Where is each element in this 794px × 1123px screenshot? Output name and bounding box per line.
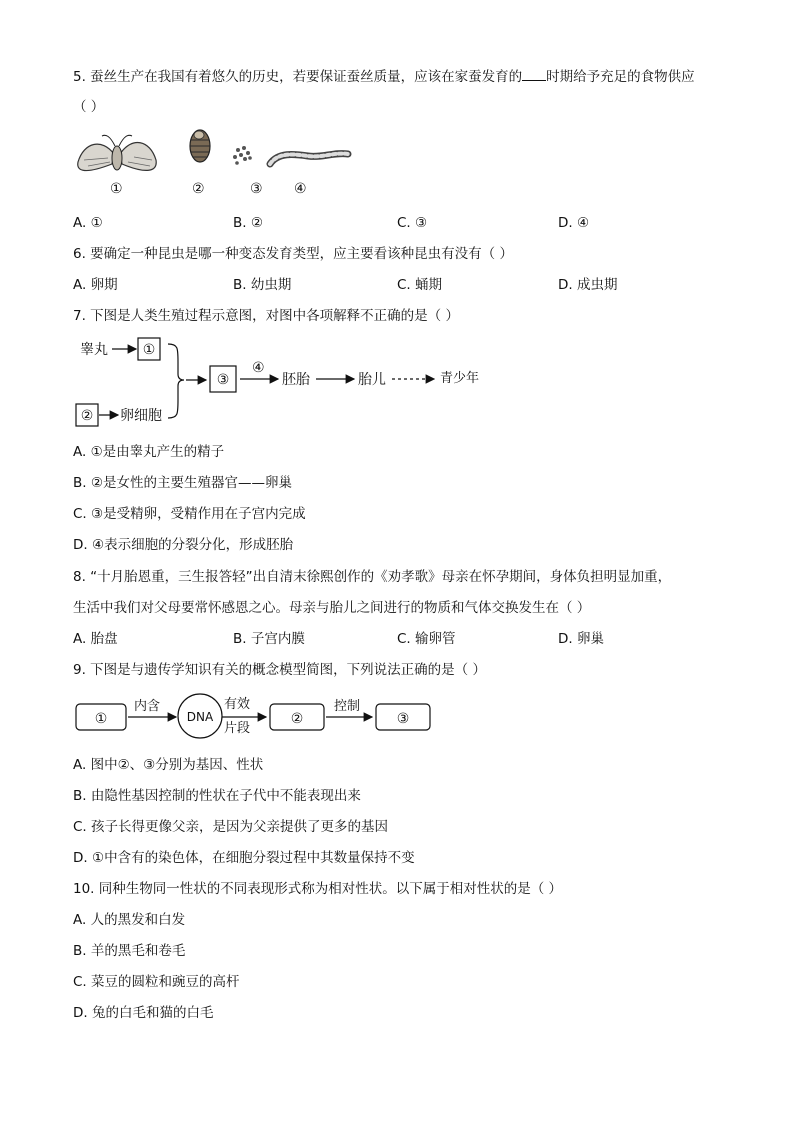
concept-box-3-label: ③ <box>396 711 410 727</box>
q5-label-2: ② <box>192 181 205 197</box>
concept-box-1-label: ① <box>94 711 108 727</box>
pupa-image <box>190 130 210 162</box>
q5-label-1: ① <box>110 181 123 197</box>
box-3-label: ③ <box>216 372 230 388</box>
q5-stem-part-b: 时期给予充足的食物供应 <box>546 69 695 85</box>
q6-option-b[interactable]: B. 幼虫期 <box>233 277 292 293</box>
q8-option-d[interactable]: D. 卵巢 <box>558 631 604 647</box>
q8-stem-line-2: 生活中我们对父母要常怀感恩之心。母亲与胎儿之间进行的物质和气体交换发生在（ ） <box>73 600 591 616</box>
q5-stem-part-a: 5. 蚕丝生产在我国有着悠久的历史，若要保证蚕丝质量，应该在家蚕发育的 <box>73 69 523 85</box>
q5-stem <box>73 66 695 87</box>
box-1-label: ① <box>142 342 156 358</box>
q9-option-c[interactable]: C. 孩子长得更像父亲，是因为父亲提供了更多的基因 <box>73 819 389 835</box>
q7-stem: 7. 下图是人类生殖过程示意图，对图中各项解释不正确的是（ ） <box>73 308 459 324</box>
merge-brace <box>168 344 184 418</box>
q5-blank <box>522 66 546 81</box>
q7-option-a[interactable]: A. ①是由睾丸产生的精子 <box>73 444 225 460</box>
concept-box-2-label: ② <box>290 711 304 727</box>
q10-option-c[interactable]: C. 菜豆的圆粒和豌豆的高杆 <box>73 974 240 990</box>
q5-label-4: ④ <box>294 181 307 197</box>
q8-option-a[interactable]: A. 胎盘 <box>73 631 118 647</box>
q10-option-b[interactable]: B. 羊的黑毛和卷毛 <box>73 943 186 959</box>
eggs-image <box>233 146 252 165</box>
egg-label: 卵细胞 <box>120 408 162 424</box>
q8-stem-line-1: 8. “十月胎恩重，三生报答轻”出自清末徐熙创作的《劝孝歌》母亲在怀孕期间，身体负担明显加重， <box>73 569 672 585</box>
q7-option-d[interactable]: D. ④表示细胞的分裂分化，形成胚胎 <box>73 537 294 553</box>
embryo-label: 胚胎 <box>282 372 310 388</box>
dna-label: DNA <box>186 710 214 724</box>
q9-option-a[interactable]: A. 图中②、③分别为基因、性状 <box>73 757 264 773</box>
q8-option-b[interactable]: B. 子宫内膜 <box>233 631 305 647</box>
q6-option-a[interactable]: A. 卵期 <box>73 277 118 293</box>
youth-label: 青少年 <box>440 371 480 386</box>
q9-option-b[interactable]: B. 由隐性基因控制的性状在子代中不能表现出来 <box>73 788 361 804</box>
q7-option-c[interactable]: C. ③是受精卵，受精作用在子宫内完成 <box>73 506 306 522</box>
testis-label: 睾丸 <box>80 342 108 358</box>
larva-image <box>270 154 348 164</box>
q5-paren: （ ） <box>73 99 105 115</box>
fetus-label: 胎儿 <box>358 372 386 388</box>
q7-option-b[interactable]: B. ②是女性的主要生殖器官——卵巢 <box>73 475 292 491</box>
q5-option-d[interactable]: D. ④ <box>558 215 590 231</box>
q10-option-a[interactable]: A. 人的黑发和白发 <box>73 912 186 928</box>
q7-diagram <box>72 332 512 434</box>
q9-diagram <box>72 690 438 740</box>
q9-option-d[interactable]: D. ①中含有的染色体，在细胞分裂过程中其数量保持不变 <box>73 850 415 866</box>
q6-stem: 6. 要确定一种昆虫是哪一种变态发育类型，应主要看该种昆虫有没有（ ） <box>73 246 513 262</box>
q8-option-c[interactable]: C. 输卵管 <box>397 631 456 647</box>
q6-option-c[interactable]: C. 蛹期 <box>397 277 443 293</box>
q9-stem: 9. 下图是与遗传学知识有关的概念模型简图，下列说法正确的是（ ） <box>73 662 486 678</box>
segment-label: 片段 <box>224 721 251 736</box>
control-label: 控制 <box>334 699 361 714</box>
box-2-label: ② <box>80 408 94 424</box>
effective-label: 有效 <box>224 697 251 712</box>
q10-option-d[interactable]: D. 兔的白毛和猫的白毛 <box>73 1005 214 1021</box>
q5-option-b[interactable]: B. ② <box>233 215 263 231</box>
contain-label: 内含 <box>134 699 161 714</box>
q6-option-d[interactable]: D. 成虫期 <box>558 277 618 293</box>
moth-image <box>78 135 156 170</box>
q5-label-3: ③ <box>250 181 263 197</box>
arrow-4-label: ④ <box>252 360 265 376</box>
q10-stem: 10. 同种生物同一性状的不同表现形式称为相对性状。以下属于相对性状的是（ ） <box>73 881 563 897</box>
q5-option-c[interactable]: C. ③ <box>397 215 428 231</box>
q5-option-a[interactable]: A. ① <box>73 215 103 231</box>
